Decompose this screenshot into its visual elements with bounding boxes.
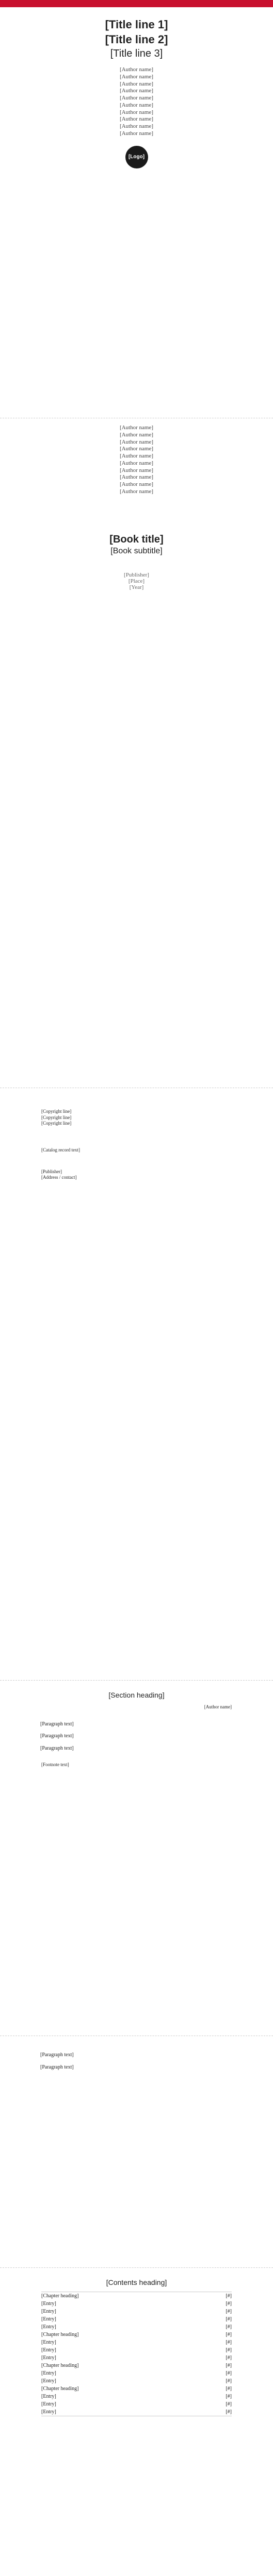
text-line: [Author name] <box>119 431 154 438</box>
paragraph: [Paragraph text] <box>40 1745 74 1751</box>
title-page <box>0 418 273 1088</box>
catalog-record: [Catalog record text] <box>41 1147 80 1153</box>
copyright-footer <box>0 1154 273 1196</box>
cover-page <box>0 0 273 418</box>
text-line: [Author name] <box>119 88 154 94</box>
toc-label: [Entry] <box>41 2409 56 2415</box>
cover-names <box>0 66 273 138</box>
copyright-page <box>0 1088 273 1681</box>
toc-page-number: [#] <box>226 2363 232 2368</box>
presentation-page <box>0 1681 273 2036</box>
text-line: [Author name] <box>119 95 154 101</box>
presentation-body <box>0 1721 273 1752</box>
presentation-footnote: [Footnote text] <box>41 1762 69 1768</box>
toc-row[interactable] <box>41 2408 232 2416</box>
toc-row[interactable] <box>41 2323 232 2331</box>
toc-row[interactable] <box>41 2400 232 2408</box>
toc-row[interactable] <box>41 2385 232 2393</box>
toc-page-number: [#] <box>226 2340 232 2345</box>
toc-page-number: [#] <box>226 2324 232 2330</box>
text-line: [Author name] <box>119 123 154 130</box>
text-line: [Author name] <box>119 66 154 73</box>
presentation-author: [Author name] <box>204 1704 232 1709</box>
toc-label: [Entry] <box>41 2378 56 2384</box>
text-line: [Author name] <box>119 438 154 445</box>
publisher-info: [Publisher] [Place] [Year] <box>124 572 149 591</box>
toc-page-number: [#] <box>226 2309 232 2314</box>
toc-row[interactable] <box>41 2377 232 2385</box>
text-line: [Address / contact] <box>41 1175 77 1180</box>
toc-page <box>0 2268 273 2576</box>
paragraph: [Paragraph text] <box>40 2052 74 2058</box>
toc-page-number: [#] <box>226 2301 232 2307</box>
title-page-title: [Book title] [Book subtitle] <box>109 533 164 555</box>
text-line: [Author name] <box>119 467 154 473</box>
toc-page-number: [#] <box>226 2370 232 2376</box>
toc-page-number: [#] <box>226 2409 232 2415</box>
toc-row[interactable] <box>41 2338 232 2346</box>
toc-row[interactable] <box>41 2308 232 2315</box>
toc-label: [Entry] <box>41 2394 56 2399</box>
toc-label: [Entry] <box>41 2301 56 2307</box>
text-line: [Author name] <box>119 446 154 452</box>
paragraph: [Paragraph text] <box>40 1721 74 1727</box>
presentation-heading: [Section heading] <box>108 1691 165 1699</box>
toc-heading: [Contents heading] <box>106 2278 167 2286</box>
text-line: [Author name] <box>119 460 154 466</box>
copyright-lines <box>0 1088 273 1147</box>
toc-page-number: [#] <box>226 2401 232 2407</box>
text-line: [Author name] <box>119 80 154 87</box>
toc-label: [Chapter heading] <box>41 2293 79 2299</box>
text-line: [Author name] <box>119 116 154 123</box>
text-line: [Publisher] <box>41 1168 62 1174</box>
paragraph: [Paragraph text] <box>40 2064 74 2070</box>
text-line: [Copyright line] <box>41 1114 72 1120</box>
toc-page-number: [#] <box>226 2347 232 2353</box>
toc-page-number: [#] <box>226 2386 232 2392</box>
toc-page-number: [#] <box>226 2316 232 2322</box>
toc-label: [Entry] <box>41 2355 56 2361</box>
toc-label: [Entry] <box>41 2324 56 2330</box>
toc-label: [Chapter heading] <box>41 2332 79 2337</box>
text-line: [Author name] <box>119 130 154 137</box>
toc-list <box>41 2292 232 2416</box>
toc-page-number: [#] <box>226 2355 232 2361</box>
toc-label: [Entry] <box>41 2347 56 2353</box>
toc-label: [Entry] <box>41 2370 56 2376</box>
toc-page-number: [#] <box>226 2394 232 2399</box>
title-page-names <box>0 425 273 496</box>
text-line: [Author name] <box>119 101 154 108</box>
toc-row[interactable] <box>41 2369 232 2377</box>
toc-row[interactable] <box>41 2331 232 2338</box>
toc-label: [Entry] <box>41 2340 56 2345</box>
toc-label: [Entry] <box>41 2309 56 2314</box>
toc-row[interactable] <box>41 2393 232 2400</box>
toc-row[interactable] <box>41 2362 232 2369</box>
text-line: [Author name] <box>119 73 154 80</box>
continuation-page <box>0 2036 273 2268</box>
continuation-body <box>0 2036 273 2071</box>
text-line: [Author name] <box>119 481 154 487</box>
publisher-logo-icon: [Logo] <box>125 146 148 168</box>
paragraph: [Paragraph text] <box>40 1733 74 1739</box>
toc-row[interactable] <box>41 2354 232 2362</box>
text-line: [Copyright line] <box>41 1109 72 1114</box>
text-line: [Author name] <box>119 488 154 495</box>
toc-label: [Entry] <box>41 2401 56 2407</box>
toc-label: [Chapter heading] <box>41 2363 79 2368</box>
toc-page-number: [#] <box>226 2293 232 2299</box>
toc-page-number: [#] <box>226 2332 232 2337</box>
toc-page-number: [#] <box>226 2378 232 2384</box>
text-line: [Author name] <box>119 453 154 459</box>
text-line: [Author name] <box>119 425 154 431</box>
toc-row[interactable] <box>41 2346 232 2354</box>
red-header-bar <box>0 0 273 7</box>
text-line: [Author name] <box>119 474 154 481</box>
toc-row[interactable] <box>41 2300 232 2308</box>
toc-label: [Entry] <box>41 2316 56 2322</box>
text-line: [Author name] <box>119 109 154 115</box>
cover-title: [Title line 1] [Title line 2] [Title line 3] <box>105 18 168 60</box>
toc-row[interactable] <box>41 2315 232 2323</box>
text-line: [Copyright line] <box>41 1121 72 1126</box>
toc-label: [Chapter heading] <box>41 2386 79 2392</box>
toc-row[interactable] <box>41 2292 232 2300</box>
